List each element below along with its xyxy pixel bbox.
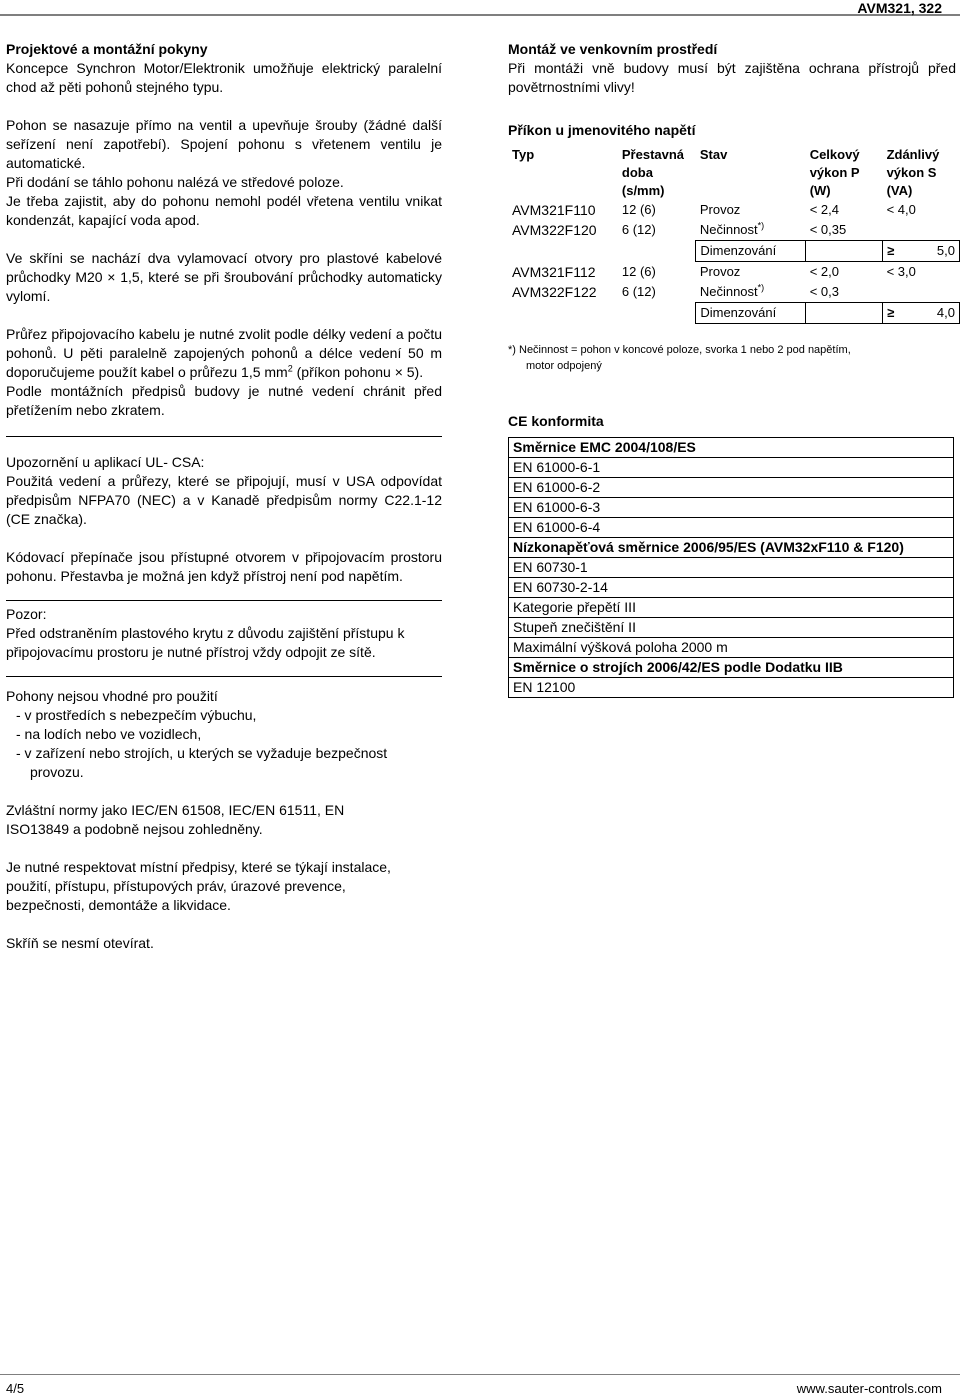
right-column <box>508 40 956 698</box>
paragraph: Ve skříni se nachází dva vylamovací otvory pro plastové kabelové průchodky M20 × 1,5, které se při šroubování průchodky automaticky vylomí. <box>6 250 442 304</box>
paragraph: Podle montážních předpisů budovy je nutné vedení chránit před přetížením nebo zkratem. <box>6 383 442 418</box>
warning-text: Před odstraněním plastového krytu z důvodu zajištění přístupu k připojovacímu prostoru je nutné přístroj vždy odpojit ze sítě. <box>6 625 405 660</box>
table-row <box>509 678 954 698</box>
paragraph: Pohony nejsou vhodné pro použití <box>6 688 218 704</box>
table-cell <box>806 303 883 324</box>
column-header: Stav <box>699 147 728 162</box>
paragraph: Pohon se nasazuje přímo na ventil a upevňuje šrouby (žádné další seřízení není zapotřebí). Spojení pohonu s vřetenem ventilu je automatické. <box>6 117 442 171</box>
table-row <box>508 200 960 220</box>
table-cell: EN 60730-1 <box>509 558 954 578</box>
section-heading: Příkon u jmenovitého napětí <box>508 122 696 138</box>
column-header: Typ <box>512 147 535 162</box>
table-cell: 12 (6) <box>621 263 656 279</box>
paragraph: Je třeba zajistit, aby do pohonu nemohl podél vřetena ventilu vnikat kondenzát, kapající voda apod. <box>6 193 442 228</box>
table-cell: AVM321F110 <box>512 202 596 218</box>
table-row <box>509 578 954 598</box>
table-cell: < 3,0 <box>886 264 916 279</box>
paragraph: Je nutné respektovat místní předpisy, které se týkají instalace, použití, přístupu, přístupových práv, úrazové prevence, bezpečnosti, demontáže a likvidace. <box>6 859 391 913</box>
table-cell: Nečinnost*) <box>699 282 765 299</box>
column-header: Přestavná doba (s/mm) <box>621 147 685 198</box>
table-cell <box>508 241 618 262</box>
table-cell: 6 (12) <box>621 284 656 300</box>
table-row <box>509 538 954 558</box>
table-cell: Dimenzování <box>696 303 806 324</box>
table-row <box>509 458 954 478</box>
table-cell: 12 (6) <box>621 202 656 217</box>
table-row <box>509 558 954 578</box>
table-row <box>509 618 954 638</box>
warning-title: Pozor: <box>6 606 47 622</box>
website-link[interactable]: www.sauter-controls.com <box>796 1381 942 1396</box>
list-item: - na lodích nebo ve vozidlech, <box>16 726 202 742</box>
table-cell: Nízkonapěťová směrnice 2006/95/ES (AVM32xF110 & F120) <box>509 538 954 558</box>
ul-notice-text: Použitá vedení a průřezy, které se připojují, musí v USA odpovídat předpisům NFPA70 (NEC) a v Kanadě předpisům normy C22.1-12 (CE značka). <box>6 473 442 527</box>
section-heading: Projektové a montážní pokyny <box>6 41 208 57</box>
table-row <box>509 438 954 458</box>
table-row <box>509 498 954 518</box>
table-row <box>508 241 960 262</box>
paragraph: Průřez připojovacího kabelu je nutné zvolit podle délky vedení a počtu pohonů. U pěti paralelně zapojených pohonů a délce vedení 50 m doporučujeme použít kabel o průřezu 1,5 $mm^2$ (příkon pohonu × 5). <box>6 326 442 380</box>
table-cell: Směrnice o strojích 2006/42/ES podle Dodatku IIB <box>509 658 954 678</box>
table-cell: EN 61000-6-3 <box>509 498 954 518</box>
table-cell: Směrnice EMC 2004/108/ES <box>509 438 954 458</box>
column-header: Zdánlivý výkon S (VA) <box>886 147 940 198</box>
table-cell <box>618 303 696 324</box>
table-cell: EN 12100 <box>509 678 954 698</box>
table-row <box>509 638 954 658</box>
paragraph: Kódovací přepínače jsou přístupné otvorem v připojovacím prostoru pohonu. Přestavba je možná jen když přístroj není pod napětím. <box>6 549 442 584</box>
table-cell: AVM321F112 <box>512 263 596 280</box>
table-header-row <box>508 146 960 200</box>
table-cell <box>508 303 618 324</box>
page-number: 4/5 <box>6 1381 25 1396</box>
table-cell: < 0,35 <box>809 222 847 237</box>
table-footnote <box>508 342 956 374</box>
table-cell: ≥ 5,0 <box>883 241 960 262</box>
left-column <box>6 40 442 953</box>
table-cell: EN 61000-6-2 <box>509 478 954 498</box>
table-cell: Dimenzování <box>696 241 806 262</box>
table-cell <box>883 282 960 303</box>
table-cell: Provoz <box>699 264 741 279</box>
paragraph: Při montáži vně budovy musí být zajištěna ochrana přístrojů před povětrnostními vlivy! <box>508 60 956 95</box>
paragraph: Při dodání se táhlo pohonu nalézá ve středové poloze. <box>6 174 344 190</box>
table-row <box>508 282 960 303</box>
footer-rule <box>0 1374 960 1375</box>
footnote-line: motor odpojený <box>526 360 602 372</box>
paragraph: Skříň se nesmí otevírat. <box>6 935 154 951</box>
table-row <box>509 478 954 498</box>
table-row <box>508 262 960 283</box>
table-row <box>508 303 960 324</box>
table-row <box>509 518 954 538</box>
table-cell: EN 60730-2-14 <box>509 578 954 598</box>
header-rule <box>0 14 960 16</box>
section-heading: CE konformita <box>508 413 604 429</box>
table-cell: Stupeň znečištění II <box>509 618 954 638</box>
table-cell <box>806 241 883 262</box>
table-cell: ≥ 4,0 <box>883 303 960 324</box>
table-cell: < 0,3 <box>809 284 839 299</box>
paragraph: Zvláštní normy jako IEC/EN 61508, IEC/EN 61511, EN ISO13849 a podobně nejsou zohledněny. <box>6 802 345 837</box>
table-cell: EN 61000-6-1 <box>509 458 954 478</box>
table-cell: Nečinnost*) <box>699 220 765 237</box>
power-table <box>508 146 960 324</box>
table-cell: < 2,4 <box>809 202 839 217</box>
table-cell <box>883 220 960 241</box>
table-cell: < 4,0 <box>886 202 916 217</box>
table-cell <box>618 241 696 262</box>
table-cell: Kategorie přepětí III <box>509 598 954 618</box>
table-cell: 6 (12) <box>621 222 656 238</box>
section-heading: Montáž ve venkovním prostředí <box>508 41 718 57</box>
table-cell: < 2,0 <box>809 264 839 279</box>
ce-conformity-table <box>508 437 954 698</box>
table-row <box>509 598 954 618</box>
table-cell: Provoz <box>699 202 741 217</box>
list-item: - v prostředích s nebezpečím výbuchu, <box>16 707 257 723</box>
ul-notice-title: Upozornění u aplikací UL- CSA: <box>6 454 205 470</box>
table-row <box>508 220 960 241</box>
footnote-line: *) Nečinnost = pohon v koncové poloze, svorka 1 nebo 2 pod napětím, <box>508 344 851 356</box>
table-cell: AVM322F120 <box>512 222 597 239</box>
table-row <box>509 658 954 678</box>
table-cell: Maximální výšková poloha 2000 m <box>509 638 954 658</box>
table-cell: EN 61000-6-4 <box>509 518 954 538</box>
document-title: AVM321, 322 <box>857 0 942 16</box>
column-header: Celkový výkon P (W) <box>809 147 860 198</box>
paragraph: Koncepce Synchron Motor/Elektronik umožňuje elektrický paralelní chod až pěti pohonů stejného typu. <box>6 60 442 95</box>
table-cell: AVM322F122 <box>512 284 597 301</box>
usage-list <box>6 706 442 782</box>
list-item: - v zařízení nebo strojích, u kterých se vyžaduje bezpečnost provozu. <box>16 745 388 780</box>
